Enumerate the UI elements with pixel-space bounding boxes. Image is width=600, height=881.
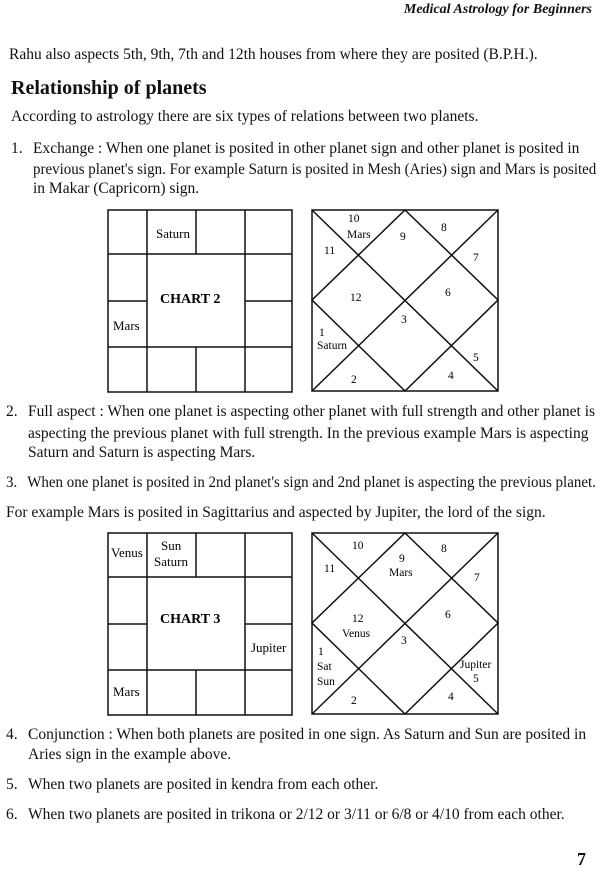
svg-text:6: 6 bbox=[445, 287, 451, 299]
item-5: 5. When two planets are posited in kendra from each other. bbox=[6, 776, 379, 793]
svg-text:1: 1 bbox=[319, 327, 325, 339]
chart3-title: CHART 3 bbox=[160, 612, 221, 627]
running-header: Medical Astrology for Beginners bbox=[403, 2, 592, 17]
svg-text:9: 9 bbox=[399, 553, 405, 565]
item-2-line-3: Saturn and Saturn is aspecting Mars. bbox=[28, 444, 256, 461]
svg-text:11: 11 bbox=[324, 563, 336, 575]
chart3-sun: Sun bbox=[161, 538, 182, 553]
item-4-line-2: Aries sign in the example above. bbox=[28, 746, 232, 763]
svg-text:12: 12 bbox=[350, 292, 362, 304]
svg-text:5: 5 bbox=[473, 673, 479, 685]
chart3-north-indian bbox=[311, 532, 499, 715]
svg-text:3: 3 bbox=[401, 314, 407, 326]
item-1-line-2: previous planet's sign. For example Saturn is posited in Mesh (Aries) sign and Mars is posited bbox=[33, 161, 597, 178]
page-number: 7 bbox=[577, 849, 586, 869]
example-line: For example Mars is posited in Sagittarius and aspected by Jupiter, the lord of the sign. bbox=[6, 504, 546, 521]
svg-text:11: 11 bbox=[324, 245, 336, 257]
chart2-title: CHART 2 bbox=[160, 292, 221, 307]
chart2-mars: Mars bbox=[113, 318, 140, 333]
svg-text:Mars: Mars bbox=[347, 229, 371, 241]
svg-text:10: 10 bbox=[348, 213, 360, 225]
svg-text:9: 9 bbox=[400, 231, 406, 243]
chart3-south-indian bbox=[107, 532, 293, 716]
svg-text:2: 2 bbox=[351, 374, 357, 386]
item-1-line-3: in Makar (Capricorn) sign. bbox=[33, 180, 200, 197]
chart2-saturn: Saturn bbox=[156, 226, 190, 241]
section-heading: Relationship of planets bbox=[11, 77, 207, 99]
svg-text:6: 6 bbox=[445, 609, 451, 621]
chart3-mars: Mars bbox=[113, 684, 140, 699]
item-6: 6. When two planets are posited in trikona or 2/12 or 3/11 or 6/8 or 4/10 from each other. bbox=[6, 806, 565, 823]
item-3: 3. When one planet is posited in 2nd planet's sign and 2nd planet is aspecting the previous planet. bbox=[6, 474, 596, 491]
svg-text:4: 4 bbox=[448, 370, 454, 382]
svg-text:7: 7 bbox=[473, 252, 479, 264]
svg-text:Sun: Sun bbox=[317, 676, 335, 688]
svg-text:10: 10 bbox=[352, 540, 364, 552]
lead-text: According to astrology there are six types of relations between two planets. bbox=[11, 108, 479, 125]
svg-text:3: 3 bbox=[401, 635, 407, 647]
chart3-venus: Venus bbox=[111, 545, 143, 560]
svg-text:12: 12 bbox=[352, 613, 364, 625]
chart3-jupiter: Jupiter bbox=[251, 640, 287, 655]
svg-text:Sat: Sat bbox=[317, 661, 332, 673]
svg-text:8: 8 bbox=[441, 543, 447, 555]
svg-text:7: 7 bbox=[474, 572, 480, 584]
item-4-line-1: 4. Conjunction : When both planets are posited in one sign. As Saturn and Sun are posited in bbox=[6, 726, 587, 743]
chart2-south-indian bbox=[107, 209, 293, 393]
svg-text:1: 1 bbox=[318, 646, 324, 658]
svg-text:5: 5 bbox=[473, 352, 479, 364]
chart2-north-indian bbox=[311, 209, 499, 392]
chart3-saturn: Saturn bbox=[154, 554, 188, 569]
svg-text:8: 8 bbox=[441, 222, 447, 234]
svg-text:Jupiter: Jupiter bbox=[460, 659, 492, 671]
svg-text:Saturn: Saturn bbox=[317, 340, 348, 352]
item-2-line-1: 2. Full aspect : When one planet is aspecting other planet with full strength and other planet is bbox=[6, 403, 596, 420]
intro-text: Rahu also aspects 5th, 9th, 7th and 12th houses from where they are posited (B.P.H.). bbox=[9, 46, 538, 63]
svg-text:Venus: Venus bbox=[342, 628, 371, 640]
svg-text:4: 4 bbox=[448, 691, 454, 703]
svg-text:2: 2 bbox=[351, 695, 357, 707]
svg-text:Mars: Mars bbox=[389, 567, 413, 579]
item-1-line-1: 1. Exchange : When one planet is posited in other planet sign and other planet is posited in bbox=[11, 140, 580, 157]
item-2-line-2: aspecting the previous planet with full strength. In the previous example Mars is aspecting bbox=[28, 425, 589, 442]
